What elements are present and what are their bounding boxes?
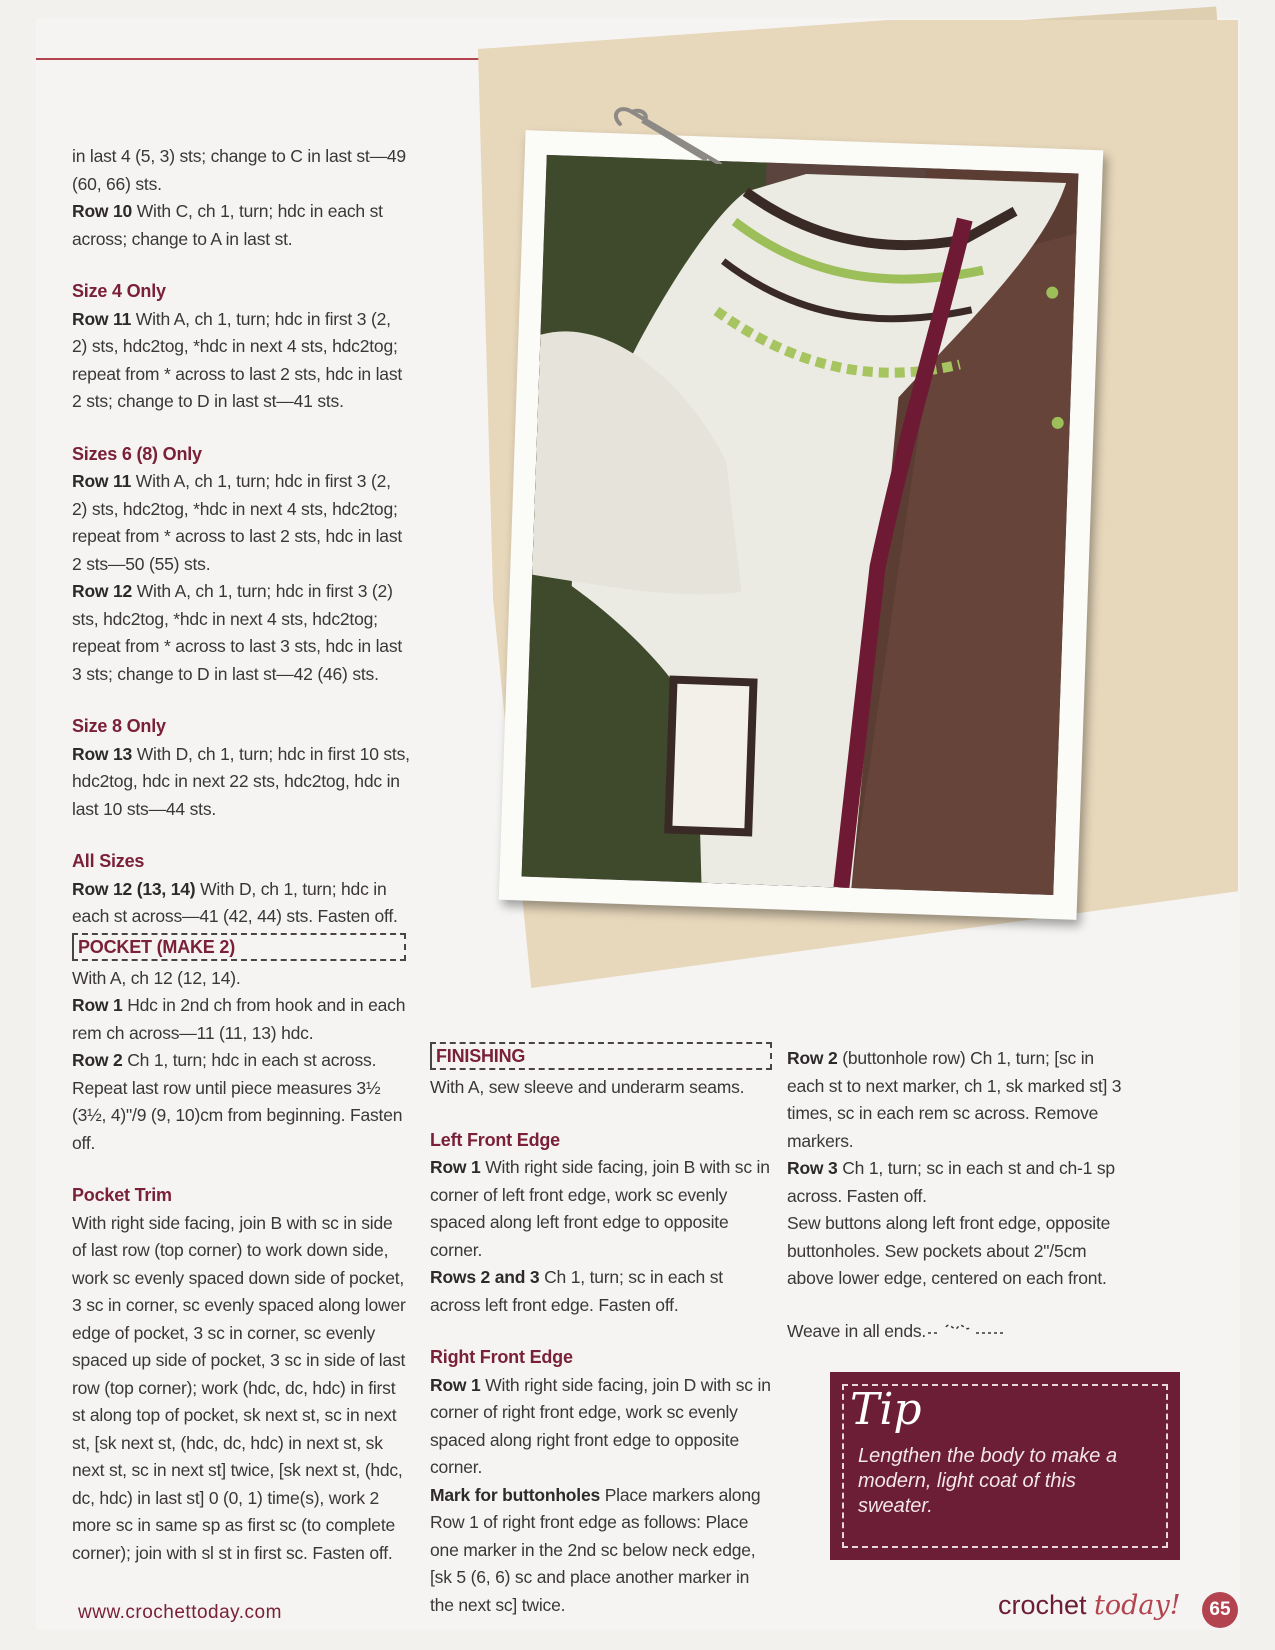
right-row-2: Row 2 (buttonhole row) Ch 1, turn; [sc in each st to next marker, ch 1, sk marked st] 3 times, sc in each rem sc across. Remove markers.	[787, 1048, 1122, 1151]
size8-heading: Size 8 Only	[72, 716, 166, 736]
right-row-3: Row 3 Ch 1, turn; sc in each st and ch-1 sp across. Fasten off.	[787, 1158, 1115, 1206]
mark-buttonholes: Mark for buttonholes Place markers along Row 1 of right front edge as follows: Place one marker in the 2nd sc below neck edge, [sk 5 (6, 6) sc and place another marker in the next sc] twice.	[430, 1484, 761, 1615]
footer-brand: crochet today!	[998, 1590, 1181, 1621]
right-column	[787, 1045, 1129, 1345]
footer-url[interactable]: www.crochettoday.com	[78, 1602, 282, 1623]
size8-row-13: Row 13 With D, ch 1, turn; hdc in first 10 sts, hdc2tog, hdc in next 22 sts, hdc2tog, hdc in last 10 sts—44 sts.	[72, 743, 410, 819]
middle-column	[430, 1040, 775, 1619]
left-column	[72, 143, 410, 1567]
pocket-row-1: Row 1 Hdc in 2nd ch from hook and in each rem ch across—11 (11, 13) hdc.	[72, 995, 406, 1043]
cardigan-illustration	[522, 155, 1079, 895]
pocket-section-heading: POCKET (MAKE 2)	[72, 933, 406, 961]
left-edge-rows-2-3: Rows 2 and 3 Ch 1, turn; sc in each st across left front edge. Fasten off.	[430, 1267, 723, 1315]
yarn-end-icon	[926, 1319, 1006, 1337]
size68-heading: Sizes 6 (8) Only	[72, 443, 202, 464]
weave-text: Weave in all ends.	[787, 1318, 1129, 1346]
buttons-text: Sew buttons along left front edge, opposite buttonholes. Sew pockets about 2"/5cm above lower edge, centered on each front.	[787, 1213, 1111, 1288]
all-sizes-row: Row 12 (13, 14) With D, ch 1, turn; hdc in each st across—41 (42, 44) sts. Fasten off.	[72, 878, 398, 926]
tip-box	[830, 1372, 1180, 1560]
size68-row-11: Row 11 With A, ch 1, turn; hdc in first 3 (2, 2) sts, hdc2tog, *hdc in next 4 sts, hdc2tog; repeat from * across to last 2 sts, hdc in last 2 sts—50 (55) sts.	[72, 471, 403, 574]
size68-row-12: Row 12 With A, ch 1, turn; hdc in first 3 (2) sts, hdc2tog, *hdc in next 4 sts, hdc2tog; repeat from * across to last 3 sts, hdc in last 3 sts; change to D in last st—42 (46) sts.	[72, 581, 403, 684]
finishing-section-heading: FINISHING	[430, 1042, 772, 1070]
all-sizes-heading: All Sizes	[72, 851, 145, 871]
paperclip-icon	[610, 104, 730, 164]
photo-frame	[499, 130, 1104, 920]
right-edge-row-1: Row 1 With right side facing, join D with sc in corner of right front edge, work sc evenly spaced along right front edge to opposite corner.	[430, 1374, 771, 1477]
pocket-intro: With A, ch 12 (12, 14).	[72, 967, 241, 988]
finishing-text: With A, sew sleeve and underarm seams.	[430, 1077, 745, 1097]
size4-row-11: Row 11 With A, ch 1, turn; hdc in first 3 (2, 2) sts, hdc2tog, *hdc in next 4 sts, hdc2tog; repeat from * across to last 2 sts, hdc in last 2 sts; change to D in last st—41 sts.	[72, 308, 403, 411]
pocket-trim-heading: Pocket Trim	[72, 1185, 172, 1205]
intro-text: in last 4 (5, 3) sts; change to C in last st—49 (60, 66) sts.	[72, 146, 406, 194]
left-edge-row-1: Row 1 With right side facing, join B with sc in corner of left front edge, work sc evenly spaced along left front edge to opposite corner.	[430, 1157, 770, 1260]
tip-title: Tip	[850, 1384, 922, 1435]
pocket-row-2: Row 2 Ch 1, turn; hdc in each st across. Repeat last row until piece measures 3½ (3½, 4)"/9 (9, 10)cm from beginning. Fasten off.	[72, 1050, 403, 1153]
cardigan-photo	[522, 155, 1079, 895]
size4-heading: Size 4 Only	[72, 281, 166, 301]
left-front-edge-heading: Left Front Edge	[430, 1129, 560, 1150]
tip-text: Lengthen the body to make a modern, light coat of this sweater.	[858, 1445, 1118, 1517]
top-rule	[36, 58, 498, 60]
right-front-edge-heading: Right Front Edge	[430, 1347, 573, 1367]
pocket-trim-text: With right side facing, join B with sc in side of last row (top corner) to work down side, work sc evenly spaced down side of pocket, 3 sc in corner, sc evenly spaced along lower edge of pocket, 3 sc in corner, sc evenly spaced up side of pocket, 3 sc in side of last row (top corner); work (hdc, dc, hdc) in first st along top of pocket, sk next st, sc in next st, [sk next st, (hdc, dc, hdc) in next st, sk next st, sc in next st] twice, [sk next st, (hdc, dc, hdc) in last st] 0 (0, 1) time(s), work 2 more sc in same sp as first sc (to complete corner); join with sl st in first sc. Fasten off.	[72, 1212, 406, 1563]
row-10: Row 10 With C, ch 1, turn; hdc in each st across; change to A in last st.	[72, 201, 383, 249]
page-number: 65	[1202, 1592, 1238, 1628]
